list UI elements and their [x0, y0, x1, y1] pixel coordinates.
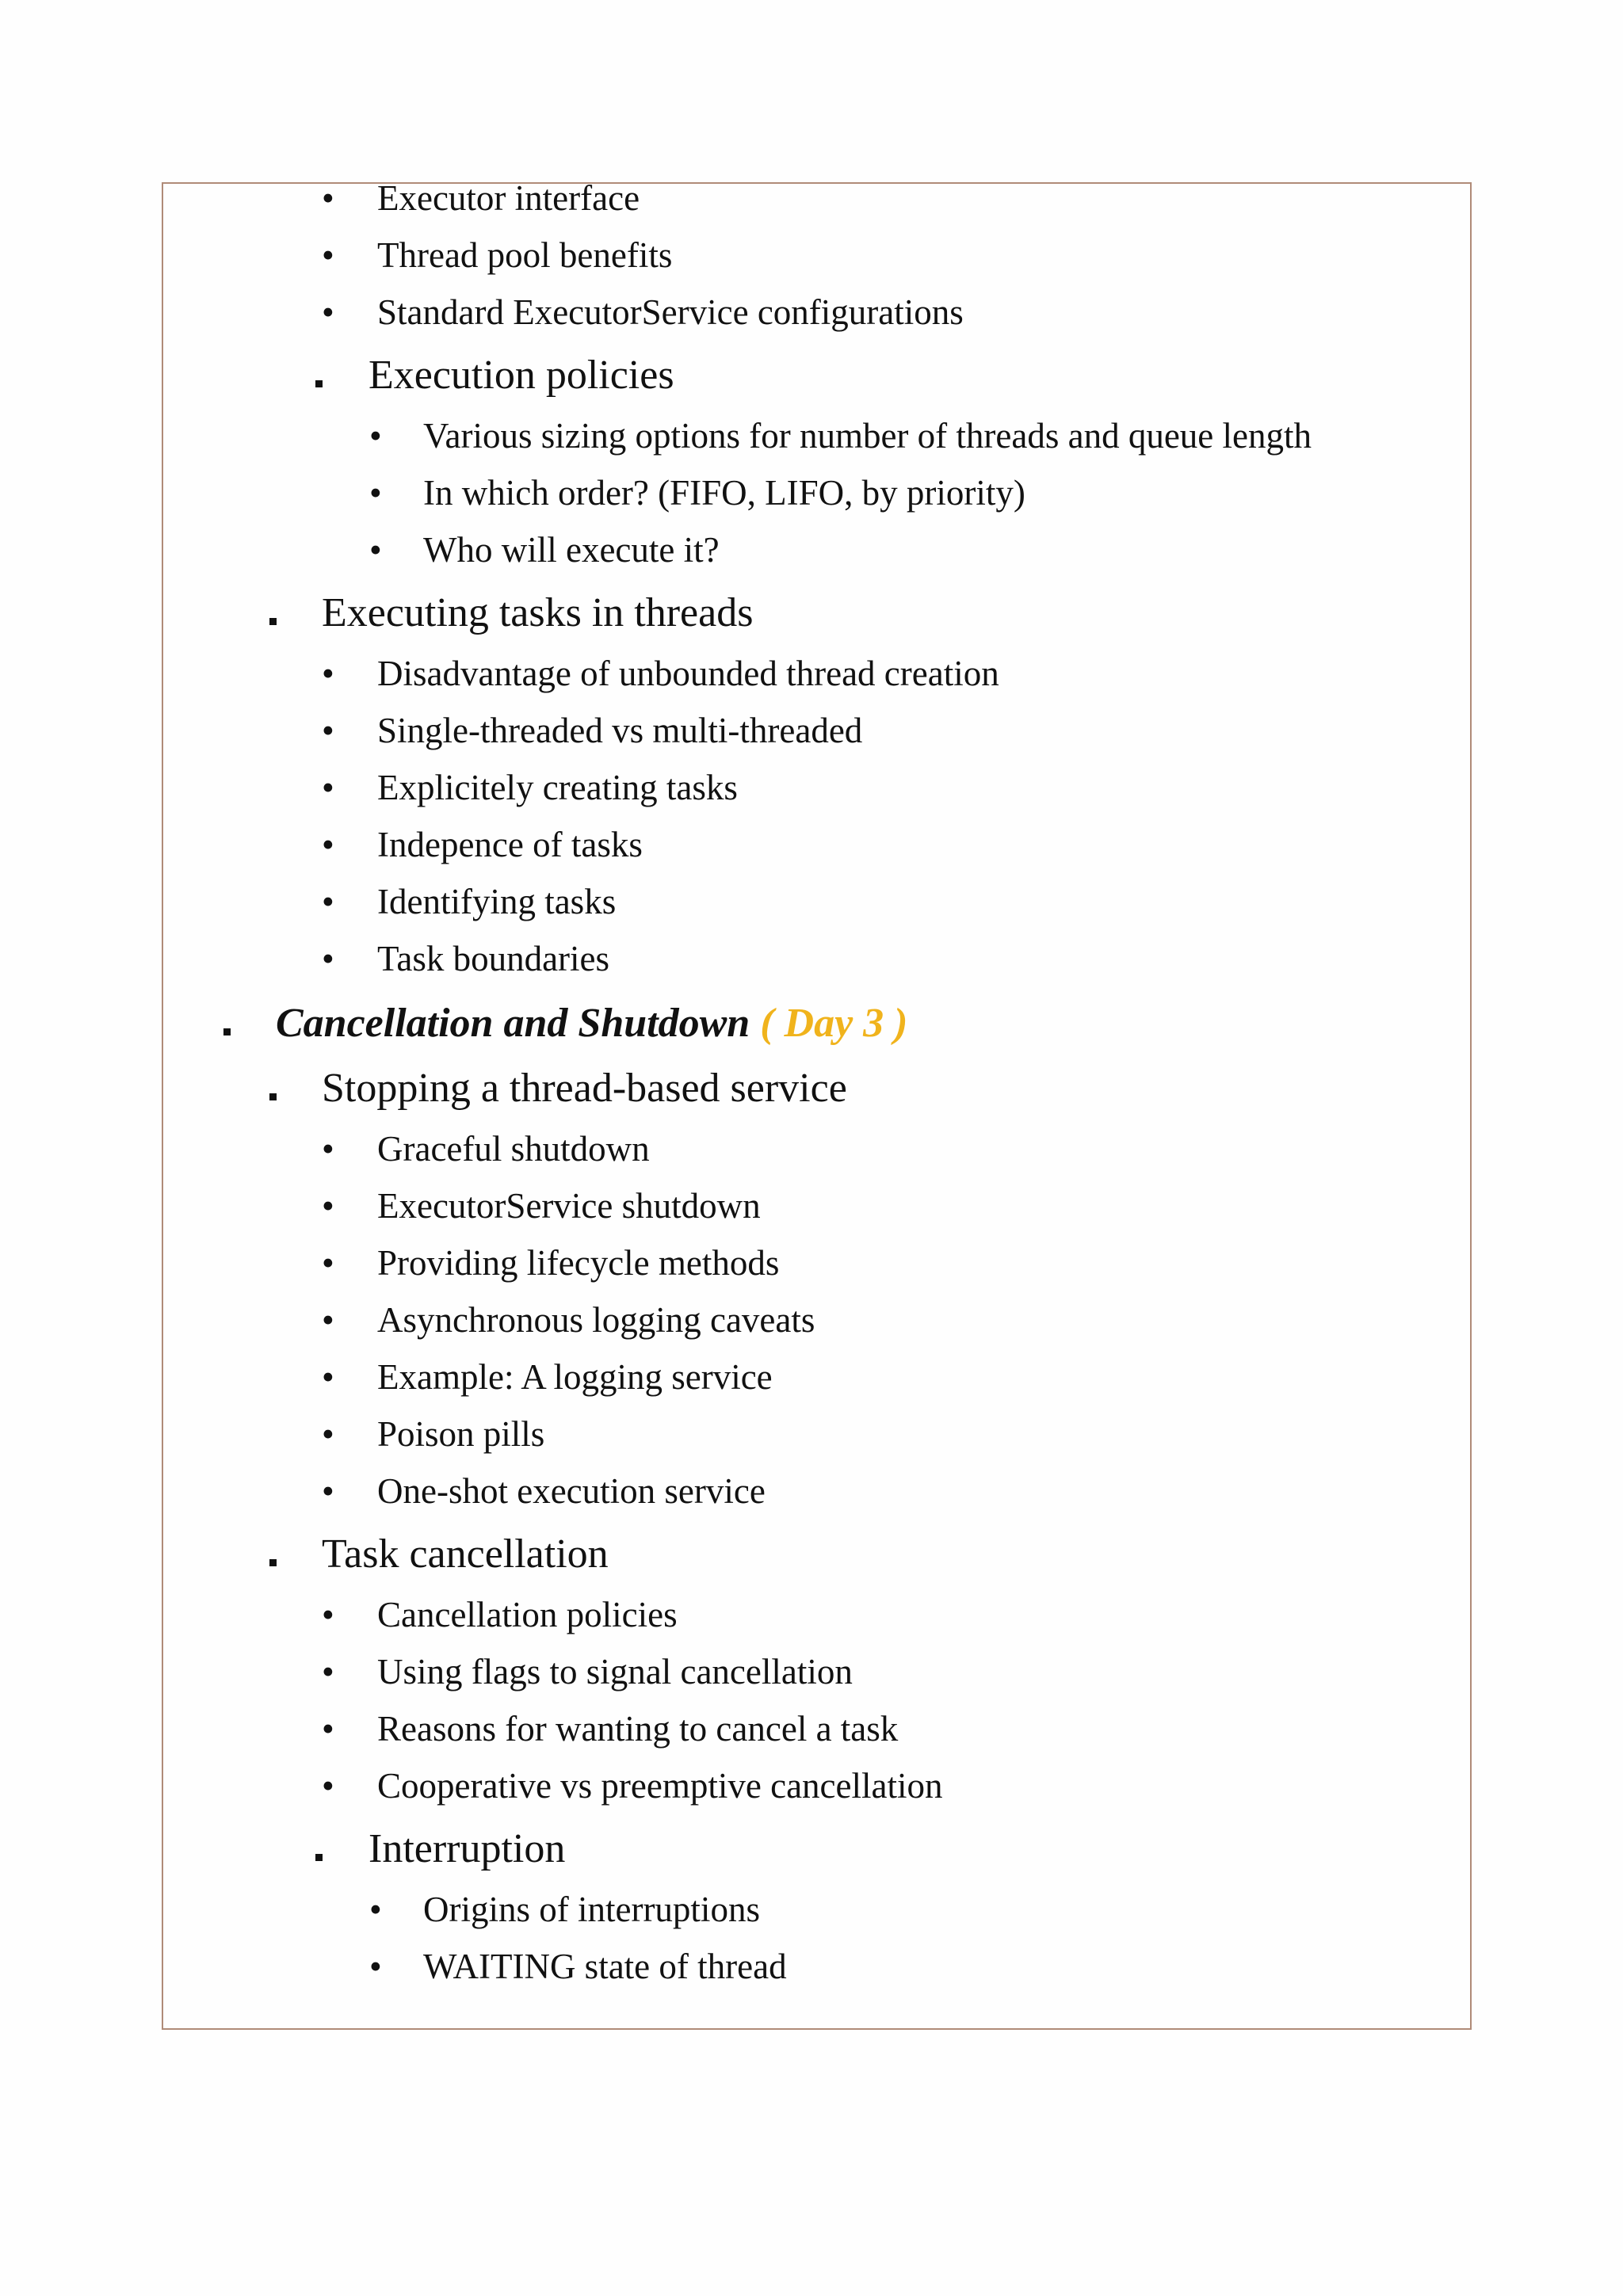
bullet-icon: • [322, 178, 334, 218]
bullet-icon: • [322, 1595, 334, 1634]
square-bullet-icon [315, 1854, 323, 1861]
bullet-icon: • [369, 530, 382, 570]
square-bullet-icon [269, 1093, 277, 1100]
bullet-icon: • [322, 1652, 334, 1691]
bullet-icon: • [322, 292, 334, 332]
bullet-icon: • [322, 1414, 334, 1454]
square-bullet-icon [269, 1559, 277, 1566]
bullet-icon: • [369, 1947, 382, 1986]
square-bullet-icon [315, 380, 323, 387]
bullet-icon: • [322, 882, 334, 921]
bullet-icon: • [322, 1471, 334, 1511]
bullet-icon: • [369, 473, 382, 513]
day-label: ( Day 3 ) [760, 1001, 908, 1046]
square-bullet-icon [269, 618, 277, 625]
bullet-icon: • [322, 939, 334, 978]
bullet-icon: • [322, 825, 334, 864]
bullet-icon: • [322, 654, 334, 693]
square-bullet-icon [223, 1028, 231, 1035]
bullet-icon: • [322, 1709, 334, 1749]
bullet-icon: • [369, 1890, 382, 1929]
bullet-icon: • [322, 711, 334, 750]
section-title: Cancellation and Shutdown [276, 1001, 750, 1046]
bullet-icon: • [322, 768, 334, 807]
bullet-icon: • [322, 1300, 334, 1340]
bullet-icon: • [322, 1243, 334, 1283]
bullet-icon: • [322, 1766, 334, 1806]
bullet-icon: • [369, 416, 382, 456]
bullet-icon: • [322, 1129, 334, 1169]
bullet-icon: • [322, 1186, 334, 1226]
bullet-icon: • [322, 235, 334, 275]
bullet-icon: • [322, 1357, 334, 1397]
